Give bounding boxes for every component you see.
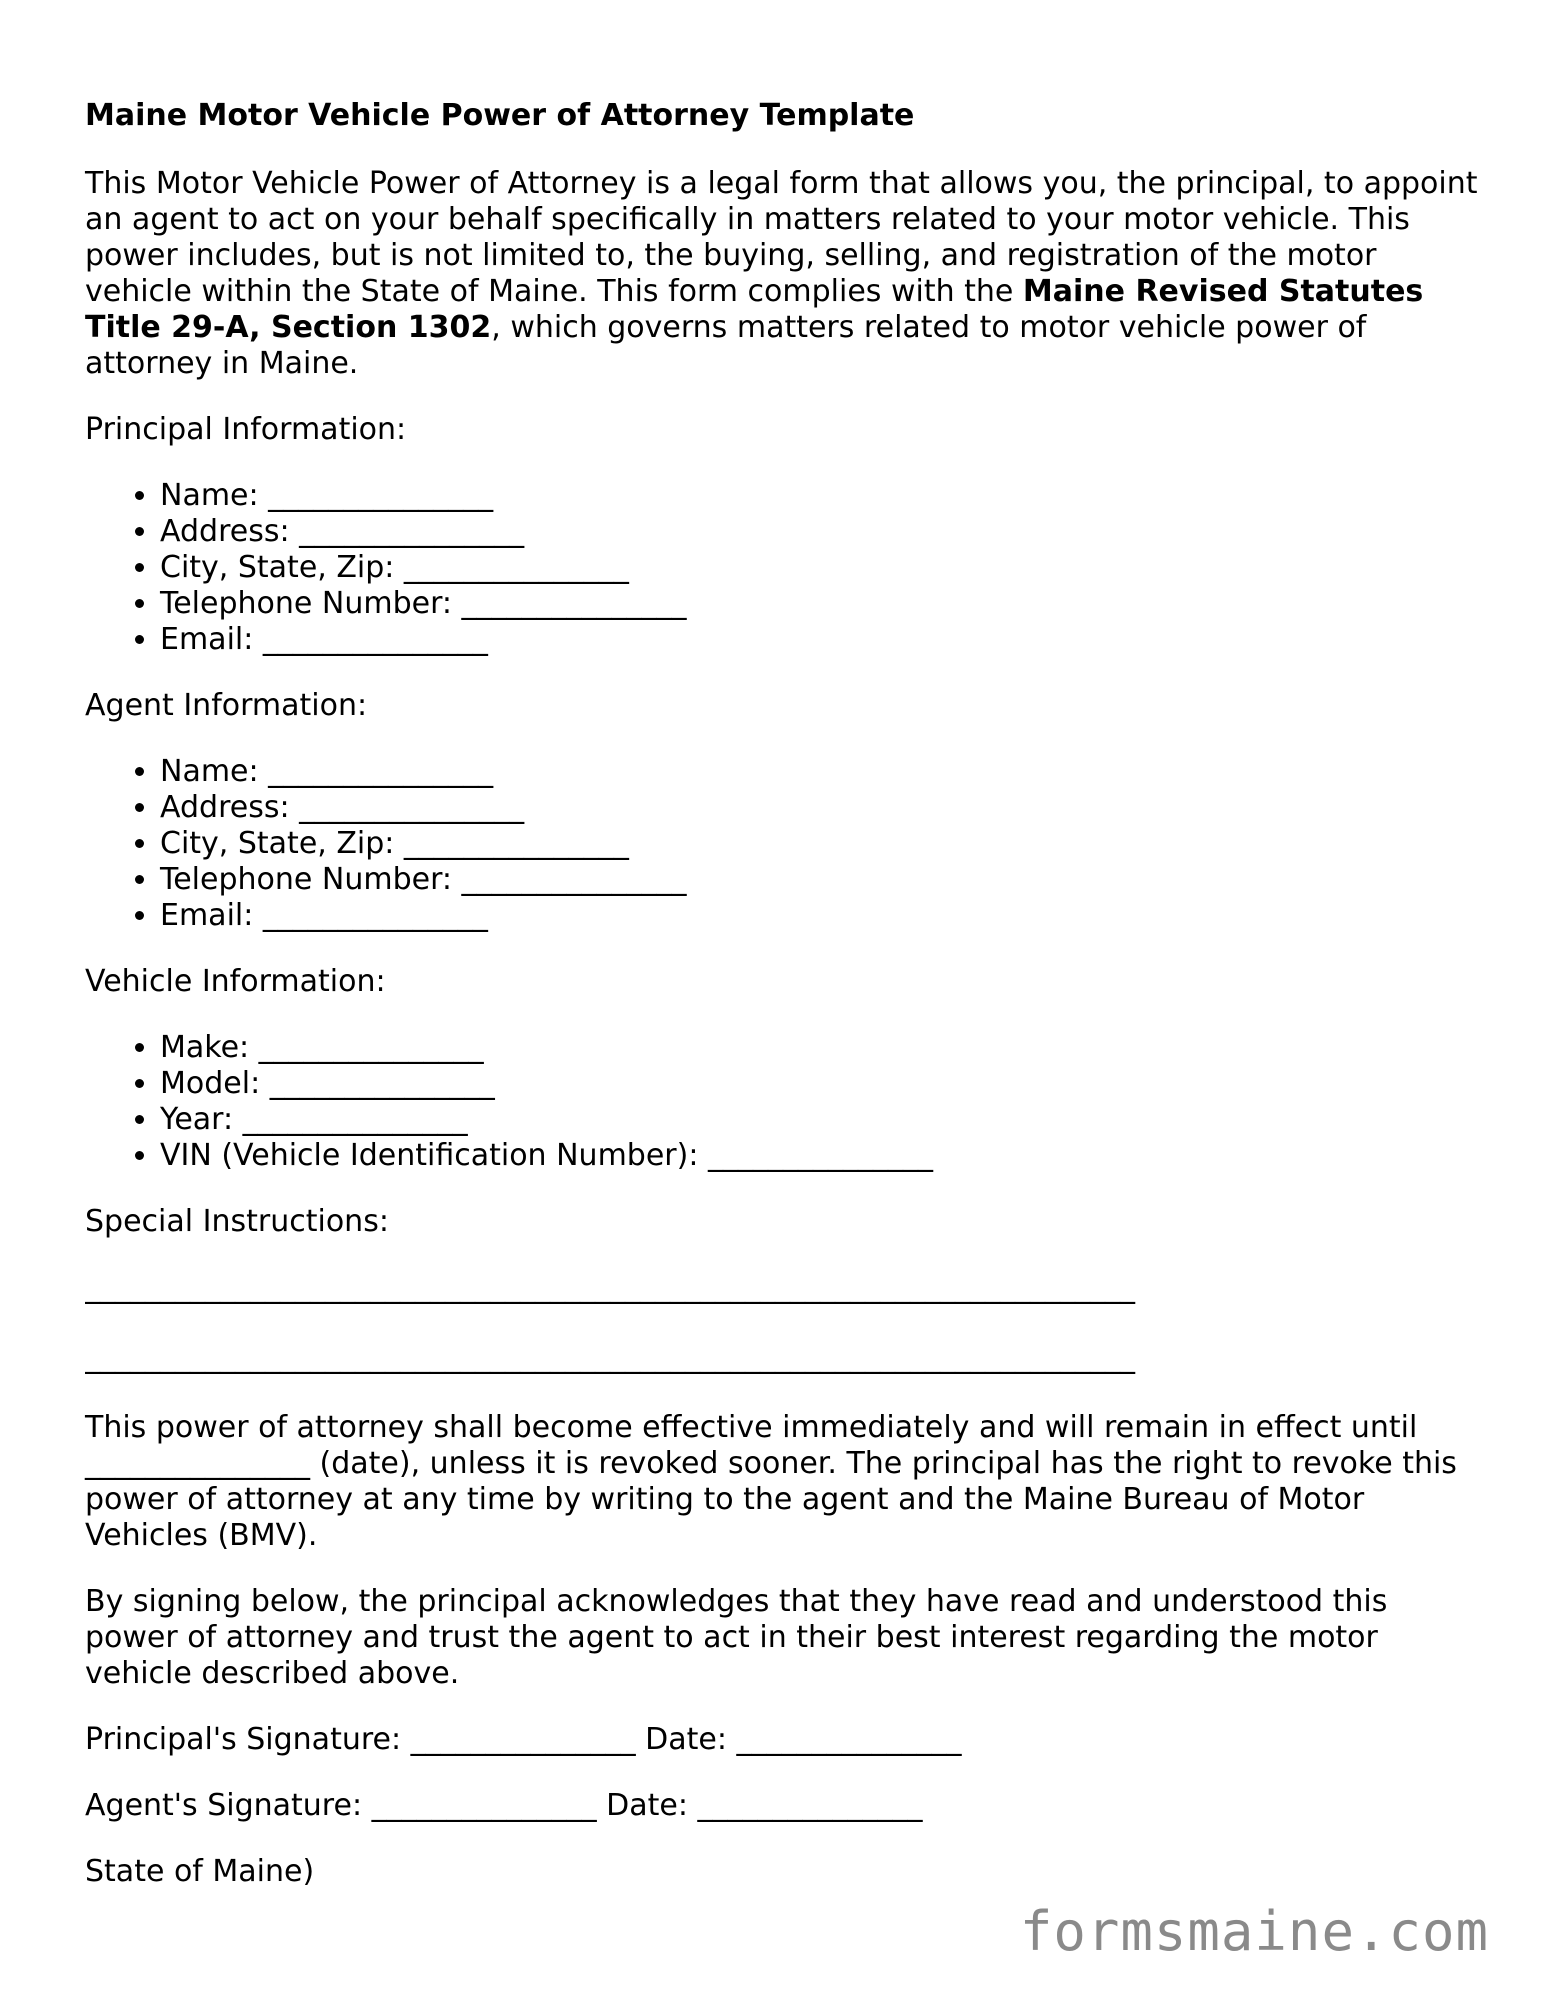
principal-address-field: • Address: _______________ <box>160 514 1485 550</box>
agent-phone-field: • Telephone Number: _______________ <box>160 862 1485 898</box>
agent-section-label: Agent Information: <box>85 688 368 723</box>
principal-city-field: • City, State, Zip: _______________ <box>160 550 1485 586</box>
intro-text-1: This Motor Vehicle Power of Attorney is a legal form that allows you, the principal, to appoint an agent to act on your behalf specifically in matters related to your motor vehicle. This power includes, but is not limited to, the buying, selling, and registration of the motor vehicle within the State of Maine. This form complies with the <box>85 166 1478 309</box>
state-line: State of Maine) <box>85 1854 315 1889</box>
agent-email-field: • Email: _______________ <box>160 898 1485 934</box>
principal-fields-list <box>85 478 1485 658</box>
special-instructions-line-2: ______________________________________________________________________ <box>85 1340 1135 1375</box>
principal-section-label: Principal Information: <box>85 412 407 447</box>
document-page <box>85 96 1485 1920</box>
agent-name-field: • Name: _______________ <box>160 754 1485 790</box>
special-instructions-line-1: ______________________________________________________________________ <box>85 1270 1135 1305</box>
principal-signature-line: Principal's Signature: _______________ Date: _______________ <box>85 1722 962 1757</box>
vehicle-year-field: • Year: _______________ <box>160 1102 1485 1138</box>
watermark-logo: formsmaine.com <box>1019 1900 1489 1963</box>
effective-paragraph: This power of attorney shall become effective immediately and will remain in effect until _______________ (date), unless it is revoked sooner. The principal has the right to revoke this power of attorney at any time by writing to the agent and the Maine Bureau of Motor Vehicles (BMV). <box>85 1410 1457 1553</box>
vehicle-section-label: Vehicle Information: <box>85 964 386 999</box>
vehicle-model-field: • Model: _______________ <box>160 1066 1485 1102</box>
vehicle-make-field: • Make: _______________ <box>160 1030 1485 1066</box>
intro-text-2: , which governs matters related to motor vehicle power of attorney in Maine. <box>85 310 1367 381</box>
vehicle-vin-field: • VIN (Vehicle Identification Number): _______________ <box>160 1138 1485 1174</box>
intro-paragraph <box>85 166 1485 382</box>
principal-email-field: • Email: _______________ <box>160 622 1485 658</box>
principal-name-field: • Name: _______________ <box>160 478 1485 514</box>
vehicle-fields-list <box>85 1030 1485 1174</box>
agent-signature-line: Agent's Signature: _______________ Date: _______________ <box>85 1788 923 1823</box>
document-title: Maine Motor Vehicle Power of Attorney Template <box>85 98 915 133</box>
acknowledge-paragraph: By signing below, the principal acknowledges that they have read and understood this power of attorney and trust the agent to act in their best interest regarding the motor vehicle described above. <box>85 1584 1388 1691</box>
agent-fields-list <box>85 754 1485 934</box>
intro-statute: Maine Revised Statutes Title 29-A, Section 1302 <box>85 274 1424 345</box>
agent-city-field: • City, State, Zip: _______________ <box>160 826 1485 862</box>
principal-phone-field: • Telephone Number: _______________ <box>160 586 1485 622</box>
special-instructions-label: Special Instructions: <box>85 1204 389 1239</box>
agent-address-field: • Address: _______________ <box>160 790 1485 826</box>
